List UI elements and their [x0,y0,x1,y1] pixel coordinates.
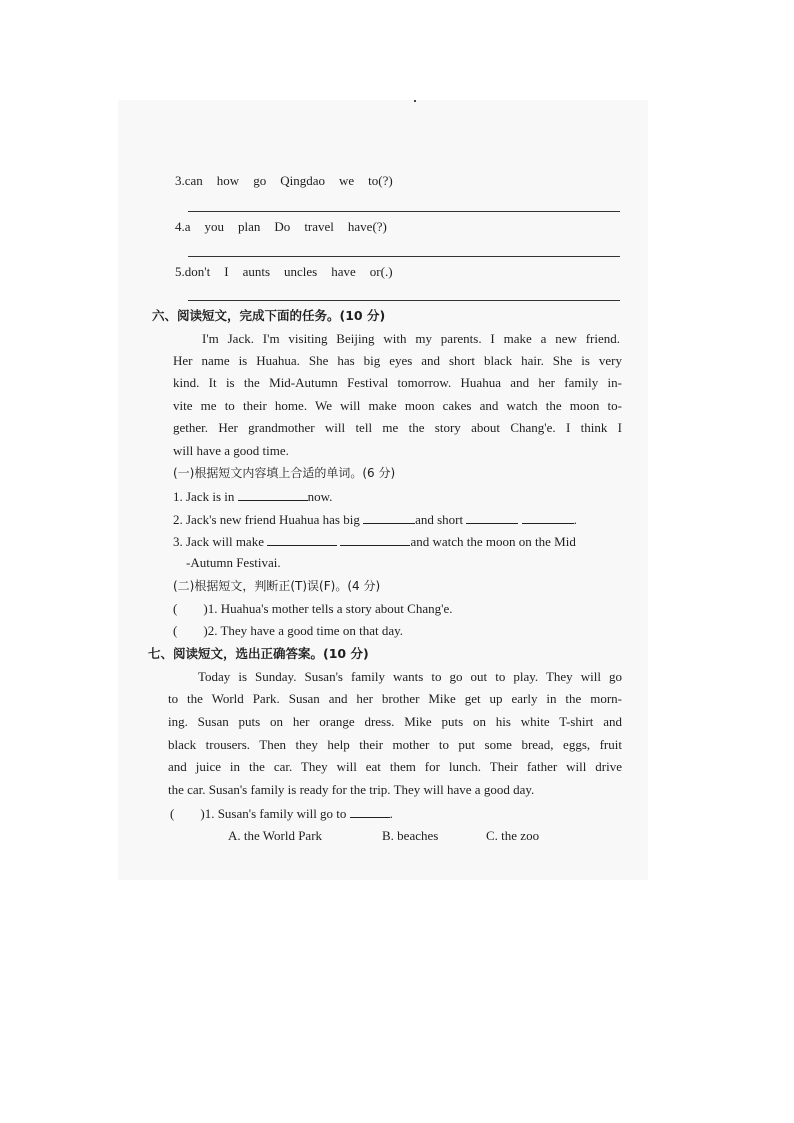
part1-question-3: 3. Jack will make and watch the moon on the Mid [173,534,576,549]
option-a[interactable]: A. the World Park [228,828,323,843]
blank-3[interactable] [466,511,518,524]
reorder-item-4: 4.a you plan Do travel have(?) [175,219,387,234]
section6-passage-line-1: I'm Jack. I'm visiting Beijing with my parents. I make a new friend. [202,331,620,346]
answer-bracket[interactable]: ( ) [173,601,208,616]
section7-passage-line-1: Today is Sunday. Susan's family wants to go out to play. They will go [198,669,622,684]
scan-mark [414,100,416,102]
part1-heading: (一)根据短文内容填上合适的单词。(6 分) [173,466,396,480]
section7-passage-line-6: the car. Susan's family is ready for the trip. They will have a good day. [168,782,535,797]
part2-heading: (二)根据短文，判断正(T)误(F)。(4 分) [173,579,381,593]
tf-question-2: ( )2. They have a good time on that day. [173,623,403,638]
answer-line-4[interactable] [188,256,620,257]
tf-question-1: ( )1. Huahua's mother tells a story about Chang'e. [173,601,453,616]
section7-passage-line-5: and juice in the car. They will eat them for lunch. Their father will drive [168,759,622,774]
answer-bracket[interactable]: ( ) [173,623,208,638]
blank-4[interactable] [522,511,574,524]
answer-bracket[interactable]: ( ) [170,806,205,821]
section7-passage-line-4: black trousers. Then they help their mother to put some bread, eggs, fruit [168,737,622,752]
blank-6[interactable] [340,533,410,546]
section7-passage-line-2: to the World Park. Susan and her brother Mike get up early in the morn- [168,691,622,706]
blank-1[interactable] [238,488,308,501]
blank-7[interactable] [350,805,390,818]
option-c[interactable]: C. the zoo [486,828,540,843]
part1-question-1: 1. Jack is in now. [173,489,333,504]
mc-question-1: ( )1. Susan's family will go to . [170,806,393,821]
section7-passage-line-3: ing. Susan puts on her orange dress. Mike puts on his white T-shirt and [168,714,622,729]
section6-passage-line-5: gether. Her grandmother will tell me the story about Chang'e. I think I [173,420,622,435]
section6-passage-line-6: will have a good time. [173,443,289,458]
section6-passage-line-4: vite me to their home. We will make moon cakes and watch the moon to- [173,398,622,413]
blank-5[interactable] [267,533,337,546]
answer-line-3[interactable] [188,211,620,212]
answer-line-5[interactable] [188,300,620,301]
reorder-item-5: 5.don't I aunts uncles have or(.) [175,264,393,279]
option-b[interactable]: B. beaches [382,828,439,843]
part1-question-2: 2. Jack's new friend Huahua has big and short . [173,512,577,527]
section6-passage-line-3: kind. It is the Mid-Autumn Festival tomorrow. Huahua and her family in- [173,375,622,390]
section6-heading: 六、阅读短文，完成下面的任务。(10 分) [152,308,386,323]
section6-passage-line-2: Her name is Huahua. She has big eyes and short black hair. She is very [173,353,622,368]
blank-2[interactable] [363,511,415,524]
reorder-item-3: 3.can how go Qingdao we to(?) [175,173,393,188]
section7-heading: 七、阅读短文，选出正确答案。(10 分) [148,646,369,661]
part1-question-3-continued: -Autumn Festivai. [186,555,281,570]
